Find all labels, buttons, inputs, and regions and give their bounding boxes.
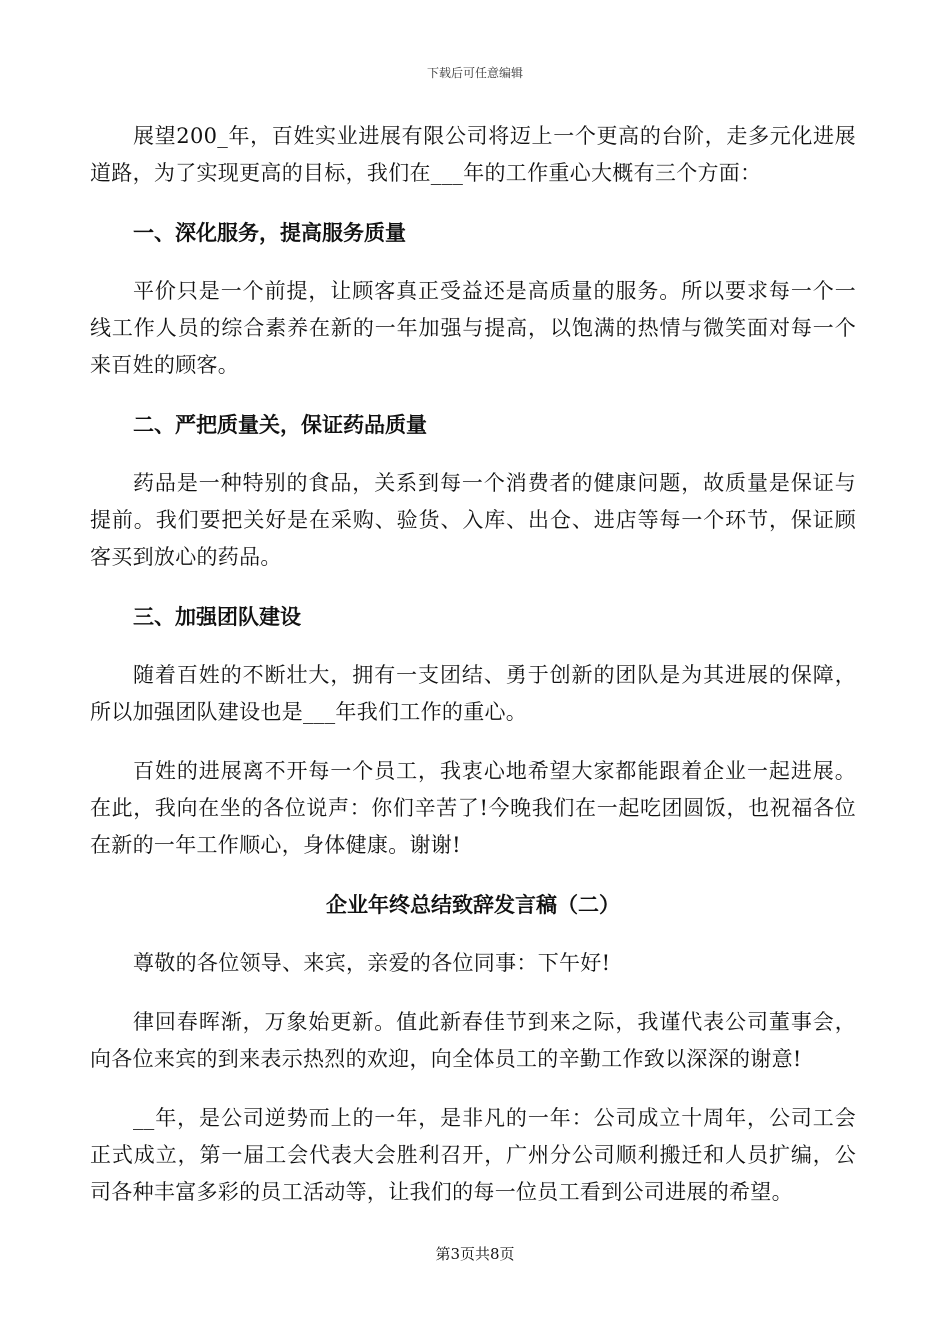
section-heading-team: 三、加强团队建设 (133, 604, 301, 629)
paragraph-service: 平价只是一个前提，让顾客真正受益还是高质量的服务。所以要求每一个一线工作人员的综合素养在新的一年加强与提高，以饱满的热情与微笑面对每一个来百姓的顾客。 (90, 279, 856, 377)
section-heading-service: 一、深化服务，提高服务质量 (133, 220, 406, 245)
page-header-note: 下载后可任意编辑 (426, 66, 523, 80)
document-body (90, 118, 856, 1233)
page-number: 第3页共8页 (435, 1245, 515, 1263)
section-heading-quality: 二、严把质量关，保证药品质量 (133, 412, 427, 437)
paragraph-year-review: __年，是公司逆势而上的一年，是非凡的一年：公司成立十周年，公司工会正式成立，第一届工会代表大会胜利召开，广州分公司顺利搬迁和人员扩编，公司各种丰富多彩的员工活动等，让我们的每一位员工看到公司进展的希望。 (90, 1106, 856, 1204)
paragraph-closing: 百姓的进展离不开每一个员工，我衷心地希望大家都能跟着企业一起进展。在此，我向在坐的各位说声：你们辛苦了!今晚我们在一起吃团圆饭，也祝福各位在新的一年工作顺心，身体健康。谢谢! (90, 759, 856, 857)
paragraph-greeting: 尊敬的各位领导、来宾，亲爱的各位同事：下午好! (133, 951, 611, 975)
speech-title-two: 企业年终总结致辞发言稿（二） (326, 892, 620, 917)
paragraph-team: 随着百姓的不断壮大，拥有一支团结、勇于创新的团队是为其进展的保障，所以加强团队建设也是___年我们工作的重心。 (90, 663, 856, 724)
paragraph-welcome: 律回春晖渐，万象始更新。值此新春佳节到来之际，我谨代表公司董事会，向各位来宾的到来表示热烈的欢迎，向全体员工的辛勤工作致以深深的谢意! (90, 1010, 856, 1071)
paragraph-quality: 药品是一种特别的食品，关系到每一个消费者的健康问题，故质量是保证与提前。我们要把关好是在采购、验货、入库、出仓、进店等每一个环节，保证顾客买到放心的药品。 (90, 471, 856, 569)
paragraph-outlook: 展望200_年，百姓实业进展有限公司将迈上一个更高的台阶，走多元化进展道路，为了实现更高的目标，我们在___年的工作重心大概有三个方面： (90, 124, 856, 185)
